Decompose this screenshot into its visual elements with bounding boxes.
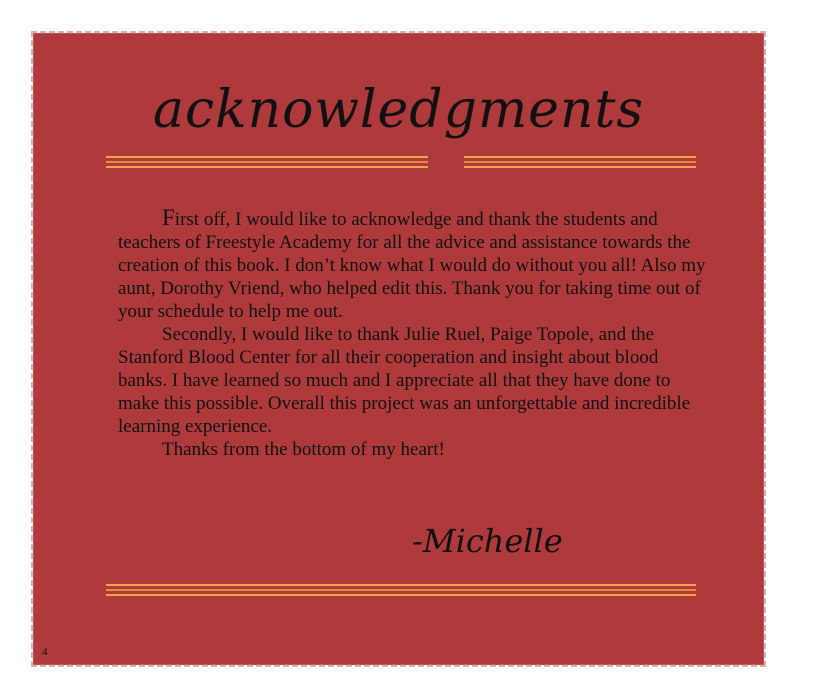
rule-line <box>106 166 428 168</box>
rule-line <box>464 161 696 163</box>
bottom-rule <box>106 584 696 596</box>
rule-line <box>106 156 428 158</box>
signature: -Michelle <box>412 522 563 560</box>
paragraph: First off, I would like to acknowledge and thank the students and teachers of Freestyle Academy for all the advice and assistance towards the creation of this book. I don’t know what I would do without you all! Also my aunt, Dorothy Vriend, who helped edit this. Thank you for taking time out of your schedule to help me out. <box>118 205 706 322</box>
title-rule-left <box>106 156 428 168</box>
rule-line <box>464 166 696 168</box>
acknowledgments-panel <box>34 34 763 664</box>
paragraph: Secondly, I would like to thank Julie Ruel, Paige Topole, and the Stanford Blood Center for all their cooperation and insight about blood banks. I have learned so much and I appreciate all that they have done to make this possible. Overall this project was an unforgettable and incredible learning experience. <box>118 324 691 437</box>
title-rule-right <box>464 156 696 168</box>
rule-line <box>464 156 696 158</box>
rule-line <box>106 589 696 591</box>
page-number: 4 <box>42 646 48 658</box>
rule-line <box>106 161 428 163</box>
rule-line <box>106 594 696 596</box>
paragraph: Thanks from the bottom of my heart! <box>162 439 445 460</box>
rule-line <box>106 584 696 586</box>
page-title: acknowledgments <box>152 80 645 140</box>
acknowledgment-text <box>118 206 708 461</box>
